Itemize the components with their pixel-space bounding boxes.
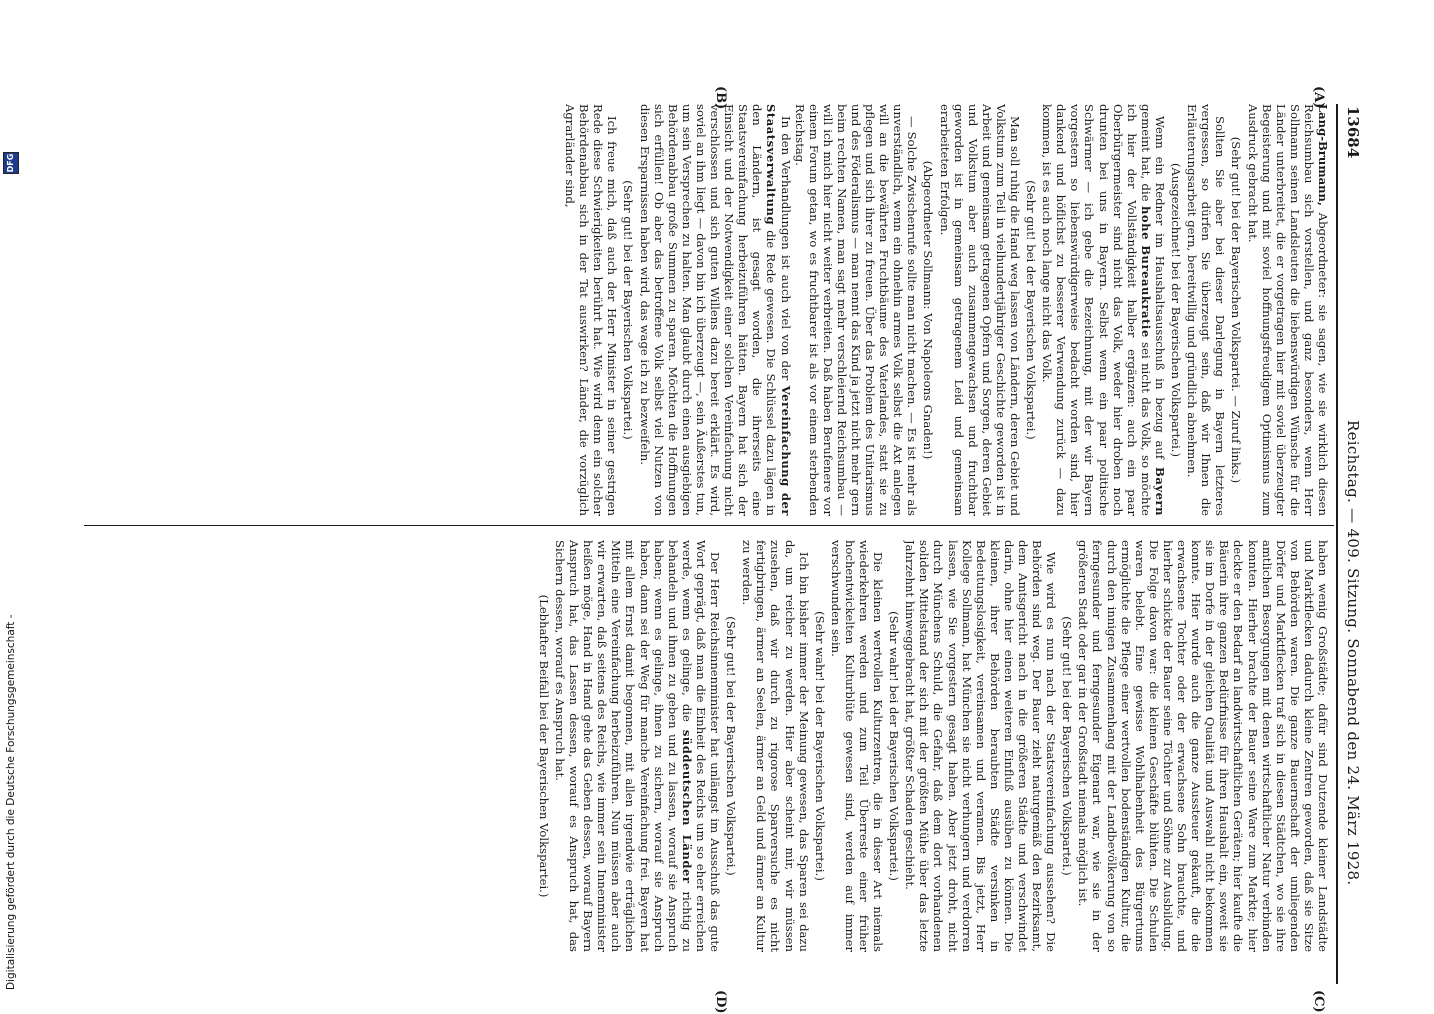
interjection: (Lebhafter Beifall bei der Bayerischen Volkspartei.) [536,594,551,898]
paragraph [1245,104,1330,516]
paragraph [553,540,722,952]
column-divider [84,525,1334,526]
paragraph-text: Wenn ein Redner im Haushaltsausschuß in bezug auf [1152,116,1167,468]
interjection: (Sehr wahr! bei der Bayerischen Volkspartei.) [887,611,902,881]
interjection: (Abgeordneter Sollmann: Von Napoleons Gnaden!) [921,160,936,460]
paragraph-text: Abgeordneter: sie sagen, wie sie wirklich diesen Reichsumbau sich vorstellen, und ganz besonders, wenn Herr Sollmann seinen Landsleuten die liebenswürdigen Wünsche für die Länder unterbreitet, die er vorgetragen hier mit soviel überzeugter Begeisterung und mit soviel hoffnungsfreudigem Optimismus zum Ausdruck gebracht hat. [1245,104,1330,516]
left-text-column [90,104,1330,516]
margin-mark-b: (B) [713,86,728,110]
margin-mark-c: (C) [1311,990,1326,1013]
interjection: (Sehr gut! bei der Bayerischen Volkspartei.) [724,616,739,876]
paragraph-text: Der Herr Reichsinnenminister hat unlängst im Ausschuß das gute Wort geprägt, daß man die Einheit des Reichs um so eher erreichen werde, wenn es gelinge, die [679,540,723,952]
header-rule [1336,104,1338,984]
paragraph-text: die Rede gewesen. Die Schlüssel dazu lägen in den Ländern, ist gesagt worden, die ihrerseits eine Staatsvereinfachung herbeizuführen hätten. Bayern hat sich der Einsicht und der Notwendigkeit einer solchen Vereinfachung nicht verschlossen und sich guten Willens dazu bereit erklärt. Es wird, soviel an ihm liegt — davon bin ich überzeugt —, sein Äußerstes tun, um sein Versprechen zu halten. Man glaubt durch einen ausgiebigen Behördenabbau große Summen zu sparen. Möchten die Hoffnungen sich erfüllen! Ob aber das betroffene Volk selbst viel Nutzen von diesen Ersparnissen haben wird, das wage ich zu bezweifeln. [637,104,779,516]
running-header: Reichstag. — 409. Sitzung. Sonnabend den 24. März 1928. [1344,420,1362,886]
right-text-column [90,540,1330,952]
paragraph-text: In den Verhandlungen ist auch viel von der [778,116,793,386]
dfg-logo: DFG [3,152,19,174]
emphasis: Bayern [1152,467,1167,516]
paragraph-text: sei nicht das Volk, so möchte ich hier der Vollständigkeit halber ergänzen: auch ein paar Oberbürgermeister sind nicht das Volk, weder hier droben noch drunten bei uns in Bayern. Selbst wenn ein paar politische Schwärmer — ich gebe die Bezeichnung, mit der wir Bayern vorgestern so liebenswürdigerweise bedacht worden sind, hier dankend und höflichst zu besserer Verwendung zurück — dazu kommen, ist es auch noch lange nicht das Volk. [1040,104,1153,516]
paragraph: Ich bin bisher immer der Meinung gewesen, das Sparen sei dazu da, um reicher zu werden. Hier aber scheint mir, wir müssen zusehen, daß wir durch zu rigorose Sparversuche es nicht fertigbringen, ärmer an Seelen, ärmer an Geld und ärmer an Kultur zu werden. [740,540,811,952]
digitization-credit [2,0,22,1000]
emphasis: hohe Bureaukratie [1138,206,1153,338]
interjection: (Sehr gut! bei der Bayerischen Volkspartei.) [1060,616,1075,876]
interjection: (Sehr gut! bei der Bayerischen Volkspartei. — Zuruf links.) [1229,136,1244,484]
page-number: 13684 [1344,106,1362,159]
paragraph: Sollten Sie aber bei dieser Darlegung in Bayern letzteres vergessen, so dürfen Sie überzeugt sein, daß wir Ihnen die Erläuterungsarbeit gern, bereitwillig und gründlich abnehmen. [1185,104,1228,516]
paragraph-text: richtig zu behandeln und ihnen zu geben und zu lassen, worauf sie Anspruch haben; wenn es gelinge, ihnen zu sichern, worauf sie Anspruch haben, dann sei der Weg für manche Vereinfachung frei. Bayern hat mit allem Ernst damit begonnen, mit allen irgendwie erträglichen Mitteln eine Vereinfachung herbeizuführen. Nun müssen aber auch wir erwarten, daß seitens des Reichs, wie immer sein Innenminister heißen möge, Hand in Hand gehe das Geben dessen, worauf Bayern Anspruch hat, das Lassen dessen, worauf es Anspruch hat, das Sichern dessen, worauf es Anspruch hat. [553,540,694,952]
interjection: (Sehr gut! bei der Bayerischen Volkspartei.) [1024,180,1039,440]
paragraph-text: gemeint hat, die [1138,104,1153,206]
interjection: (Ausgezeichnet! bei der Bayerischen Volkspartei.) [1169,162,1184,458]
emphasis: süddeutschen Länder [679,729,694,884]
paragraph: — Solche Zwischenrufe sollte man nicht machen. — Es ist mehr als unverständlich, wenn ein ohnehin armes Volk selbst die Axt anlegen will an die bewährten Fruchtbäume des Vaterlandes, statt sie zu pflegen und sich ihrer zu freuen. Über das Problem des Unitarismus und des Föderalismus — man nennt das Kind ja jetzt nicht mehr gern beim rechten Namen, man sagt mehr verschleiernd Reichsumbau — will ich mich hier nicht weiter verbreiten. Daß haben Berufenere vor einem Forum getan, wo es fruchtbarer ist als vor einem sterbenden Reichstag. [792,104,920,516]
paragraph: Wie wird es nun nach der Staatsvereinfachung aussehen? Die Behörden sind weg. Der Bauer zieht naturgemäß den Bezirksamt, dem Amtsgericht nach in die größeren Städte und verschwindet darin, ohne hier einen weiteren Einfluß ausüben zu können. Die kleinen, ihrer Behörden beraubten Städte versinken in Bedeutungslosigkeit, vereinsamen und veramen. Bis jetzt, Herr Kollege Sollmann, hat München sie nicht verhungern und verdorren lassen, wie Sie vorgestern gesagt haben. Aber jetzt droht, nicht durch Münchens Schuld, die Gefahr, daß dem dort vorhandenen soliden Mittelstand der sich mit der größten Mühe über das letzte Jahrzehnt hinweggebracht hat, größter Schaden geschieht. [903,540,1059,952]
paragraph: Die kleinen wertvollen Kulturzentren, die in dieser Art niemals wiederkehren werden und zum Teil Überreste einer früher hochentwickelten Kulturblüte gewesen sind, werden auf immer verschwunden sein. [828,540,886,952]
margin-mark-a: (A) [1311,86,1326,109]
paragraph [638,104,793,516]
emphasis: Vereinfachung der Staatsverwaltung [764,104,793,516]
interjection: (Sehr wahr! bei der Bayerischen Volkspartei.) [812,611,827,881]
credit-text: Digitalisierung gefördert durch die Deutsche Forschungsgemeinschaft - [5,614,17,990]
speaker-name: Lang-Brumann, [1316,104,1330,207]
paragraph [1040,104,1167,516]
paragraph: Ich freue mich, daß auch der Herr Minister in seiner gestrigen Rede diese Schwierigkeiten berührt hat. Wie wird denn ein solcher Behördenabbau sich in der Tat auswirken? Länder, die vorzüglich Agrarländer sind, [563,104,620,516]
interjection: (Sehr gut! bei der Bayerischen Volkspartei.) [621,180,636,440]
margin-mark-d: (D) [713,990,728,1014]
paragraph: Man soll ruhig die Hand weg lassen von Ländern, deren Gebiet und Volkstum zum Teil in vielhundertjähriger Geschichte geworden ist in Arbeit und gemeinsam getragenen Opfern und Sorgen, deren Gebiet und Volkstum aber auch zusammengewachsen und fruchtbar geworden ist in gemeinsam getragenem Leid und gemeinsam erarbeiteten Erfolgen. [937,104,1023,516]
paragraph: haben wenig Großstädte; dafür sind Dutzende kleiner Landstädte und Marktflecken dadurch kleine Zentren geworden, daß sie Sitze von Behörden waren. Die ganze Bauernschaft der umliegenden Dörfer und Marktflecken traf sich in diesen Städtchen, wo sie ihre amtlichen Besorgungen mit denen wirtschaftlicher Natur verbinden konnten. Hierher brachte der Bauer seine Ware zum Markte; hier deckte er den Bedarf an landwirtschaftlichen Geräten; hier kaufte die Bäuerin ihre ganzen Bedürfnisse für ihren Haushalt ein, soweit sie sie im Dorfe in der gleichen Qualität und Auswahl nicht bekommen konnte. Hier wurde auch die ganze Aussteuer gekauft, die die erwachsene Tochter oder der erwachsene Sohn brauchte, und hierher schickte der Bauer seine Töchter und Söhne zur Ausbildung. Die Folge davon war: die kleinen Geschäfte blühten. Die Schulen waren belebt. Eine gewisse Wohlhabenheit des Bürgertums ermöglichte die Pflege einer wertvollen bodenständigen Kultur, die durch den innigen Zusammenhang mit der Landbevölkerung von so ferngesunder und ferngesunder Eigenart war, wie sie in der größeren Stadt oder gar in der Großstadt niemals möglich ist. [1076,540,1330,952]
